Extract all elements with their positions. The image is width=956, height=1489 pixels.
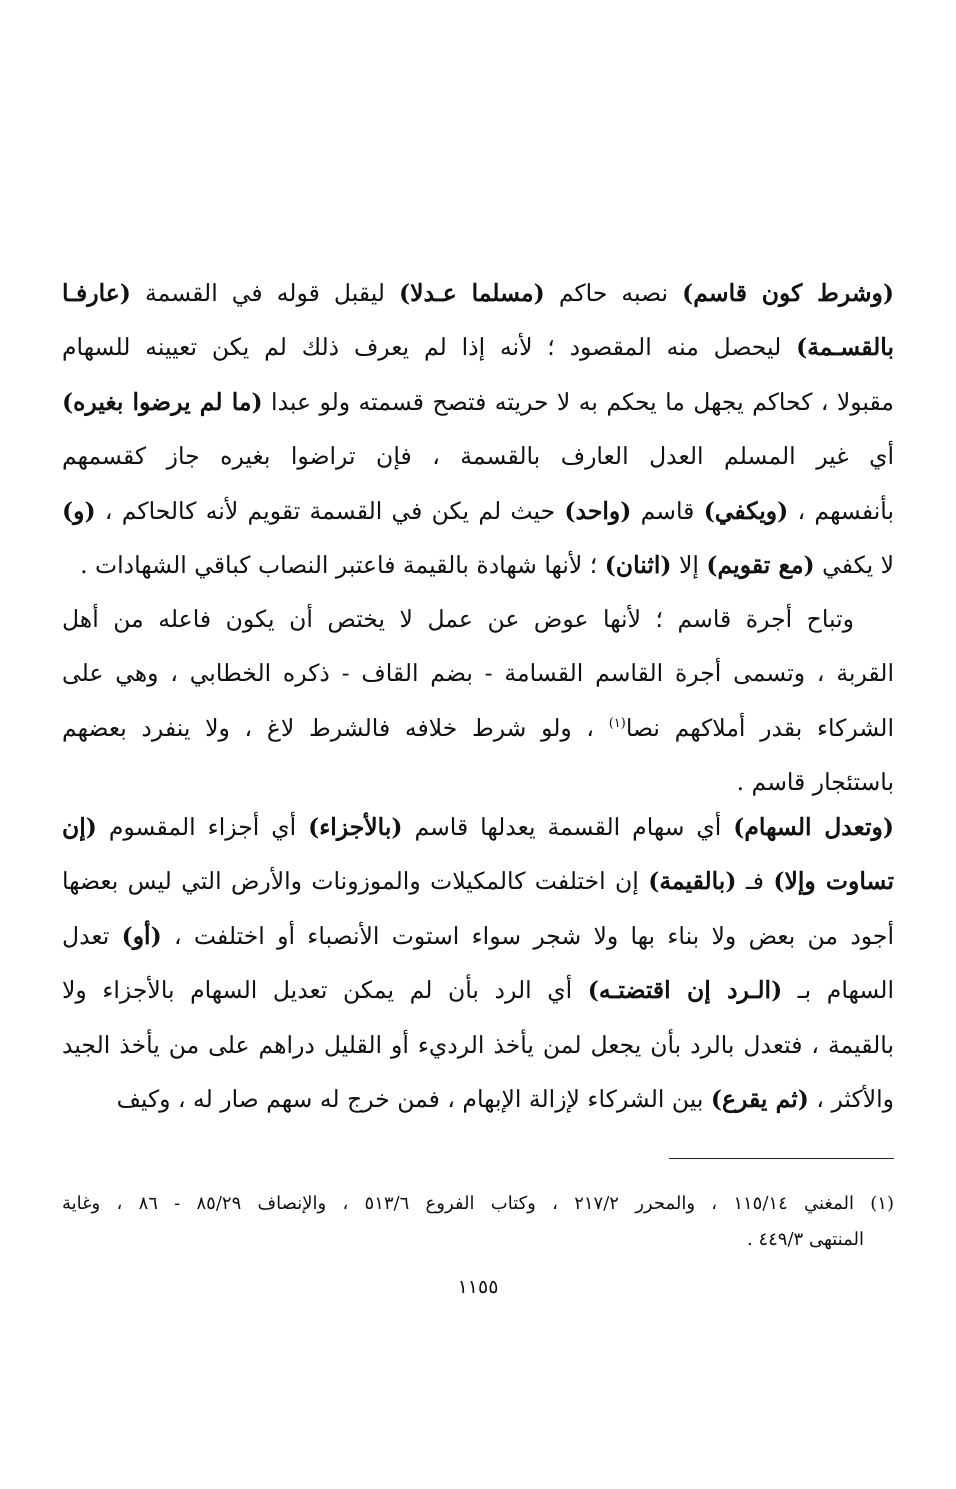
sharh-text: حيث لم يكن في القسمة تقويم لأنه كالحاكم ، bbox=[95, 496, 565, 525]
sharh-text: أي أجزاء المقسوم bbox=[96, 813, 309, 841]
text-line bbox=[62, 646, 894, 700]
text-line bbox=[62, 592, 894, 646]
sharh-text: قاسم bbox=[631, 496, 704, 525]
matn-text: (الـرد إن اقتضتـه) bbox=[587, 976, 783, 1005]
footnote-separator bbox=[669, 1158, 894, 1159]
text-line bbox=[62, 963, 894, 1017]
paragraph-dividing-shares bbox=[62, 800, 894, 1126]
text-line bbox=[62, 1072, 894, 1126]
sharh-text: القربة ، وتسمى أجرة القاسم القسامة - بضم القاف - ذكره الخطابي ، وهي على bbox=[62, 659, 894, 688]
matn-text: (واحد) bbox=[564, 496, 632, 525]
text-line bbox=[62, 429, 894, 483]
text-line bbox=[62, 1018, 894, 1072]
sharh-text: بين الشركاء لإزالة الإبهام ، فمن خرج له سهم صار له ، وكيف bbox=[116, 1084, 711, 1113]
matn-text: (أو) bbox=[121, 921, 162, 950]
footnote-1-continuation: المنتهى ٤٤٩/٣ . bbox=[747, 1229, 864, 1250]
matn-text: (ثم يقرع) bbox=[710, 1084, 809, 1113]
sharh-text: إن اختلفت كالمكيلات والموزونات والأرض التي ليس بعضها bbox=[62, 867, 649, 896]
sharh-text: ؛ لأنها شهادة بالقيمة فاعتبر النصاب كباقي الشهادات . bbox=[80, 550, 605, 579]
text-line bbox=[62, 854, 894, 908]
matn-text: بالقسـمة) bbox=[796, 333, 894, 362]
sharh-text: بأنفسهم ، bbox=[788, 496, 894, 525]
sharh-text: إلا bbox=[671, 550, 707, 579]
sharh-text: تعدل bbox=[62, 921, 122, 950]
matn-text: (اثنان) bbox=[604, 550, 672, 579]
sharh-text: السهام بـ bbox=[782, 976, 894, 1005]
sharh-text: أي الرد بأن لم يمكن تعديل السهام بالأجزاء ولا bbox=[62, 976, 588, 1005]
sharh-text: فـ bbox=[736, 867, 774, 896]
sharh-text: لا يكفي bbox=[814, 550, 894, 579]
footnote-marker: (١) bbox=[608, 715, 626, 731]
matn-text: (وشرط كون قاسم) bbox=[682, 279, 894, 307]
text-line bbox=[62, 375, 894, 429]
footnote-1: (١) المغني ١١٥/١٤ ، والمحرر ٢١٧/٢ ، وكتاب الفروع ٥١٣/٦ ، والإنصاف ٨٥/٢٩ - ٨٦ ، وغاية bbox=[62, 1193, 894, 1214]
sharh-text: أي غير المسلم العدل العارف بالقسمة ، فإن تراضوا بغيره جاز كقسمهم bbox=[62, 442, 894, 471]
matn-text: (ويكفي) bbox=[703, 496, 789, 525]
page-number: ١١٥٥ bbox=[457, 1276, 499, 1298]
sharh-text: وتباح أجرة قاسم ؛ لأنها عوض عن عمل لا يختص أن يكون فاعله من أهل bbox=[62, 605, 854, 633]
matn-text: تساوت وإلا) bbox=[773, 867, 894, 896]
sharh-text: ليقبل قوله في القسمة bbox=[130, 279, 400, 307]
matn-text: (مع تقويم) bbox=[706, 550, 815, 579]
matn-text: (و) bbox=[62, 496, 96, 525]
footnotes bbox=[62, 1186, 894, 1258]
sharh-text: والأكثر ، bbox=[808, 1084, 894, 1113]
sharh-text: نصبه حاكم bbox=[544, 279, 683, 307]
sharh-text: الشركاء بقدر أملاكهم نصا bbox=[625, 713, 894, 742]
paragraph-qasim-conditions bbox=[62, 266, 894, 592]
sharh-text: ، ولو شرط خلافه فالشرط لاغ ، ولا ينفرد بعضهم bbox=[62, 713, 609, 742]
matn-text: (ما لم يرضوا بغيره) bbox=[62, 387, 263, 416]
sharh-text: ليحصل منه المقصود ؛ لأنه إذا لم يعرف ذلك لم يكن تعيينه للسهام bbox=[62, 333, 797, 362]
matn-text: (إن bbox=[62, 813, 97, 841]
matn-text: (مسلما عـدلا) bbox=[399, 279, 545, 307]
sharh-text: بالقيمة ، فتعدل بالرد بأن يجعل لمن يأخذ الرديء أو القليل دراهم على من يأخذ الجيد bbox=[62, 1030, 894, 1059]
text-line bbox=[62, 266, 894, 320]
sharh-text: مقبولا ، كحاكم يجهل ما يحكم به لا حريته فتصح قسمته ولو عبدا bbox=[262, 387, 894, 416]
sharh-text: باستئجار قاسم . bbox=[736, 768, 894, 797]
text-line bbox=[62, 701, 894, 755]
matn-text: (عارفـا bbox=[62, 279, 131, 307]
matn-text: (بالأجزاء) bbox=[308, 813, 403, 841]
paragraph-qasim-wage bbox=[62, 592, 894, 810]
matn-text: (وتعدل السهام) bbox=[733, 813, 894, 841]
text-line bbox=[62, 538, 894, 592]
matn-text: (بالقيمة) bbox=[648, 867, 737, 896]
sharh-text: أي سهام القسمة يعدلها قاسم bbox=[402, 813, 734, 841]
text-line bbox=[62, 320, 894, 374]
sharh-text: أجود من بعض ولا بناء بها ولا شجر سواء استوت الأنصباء أو اختلفت ، bbox=[161, 921, 894, 950]
text-line bbox=[62, 484, 894, 538]
text-line bbox=[62, 909, 894, 963]
text-line bbox=[62, 800, 894, 854]
